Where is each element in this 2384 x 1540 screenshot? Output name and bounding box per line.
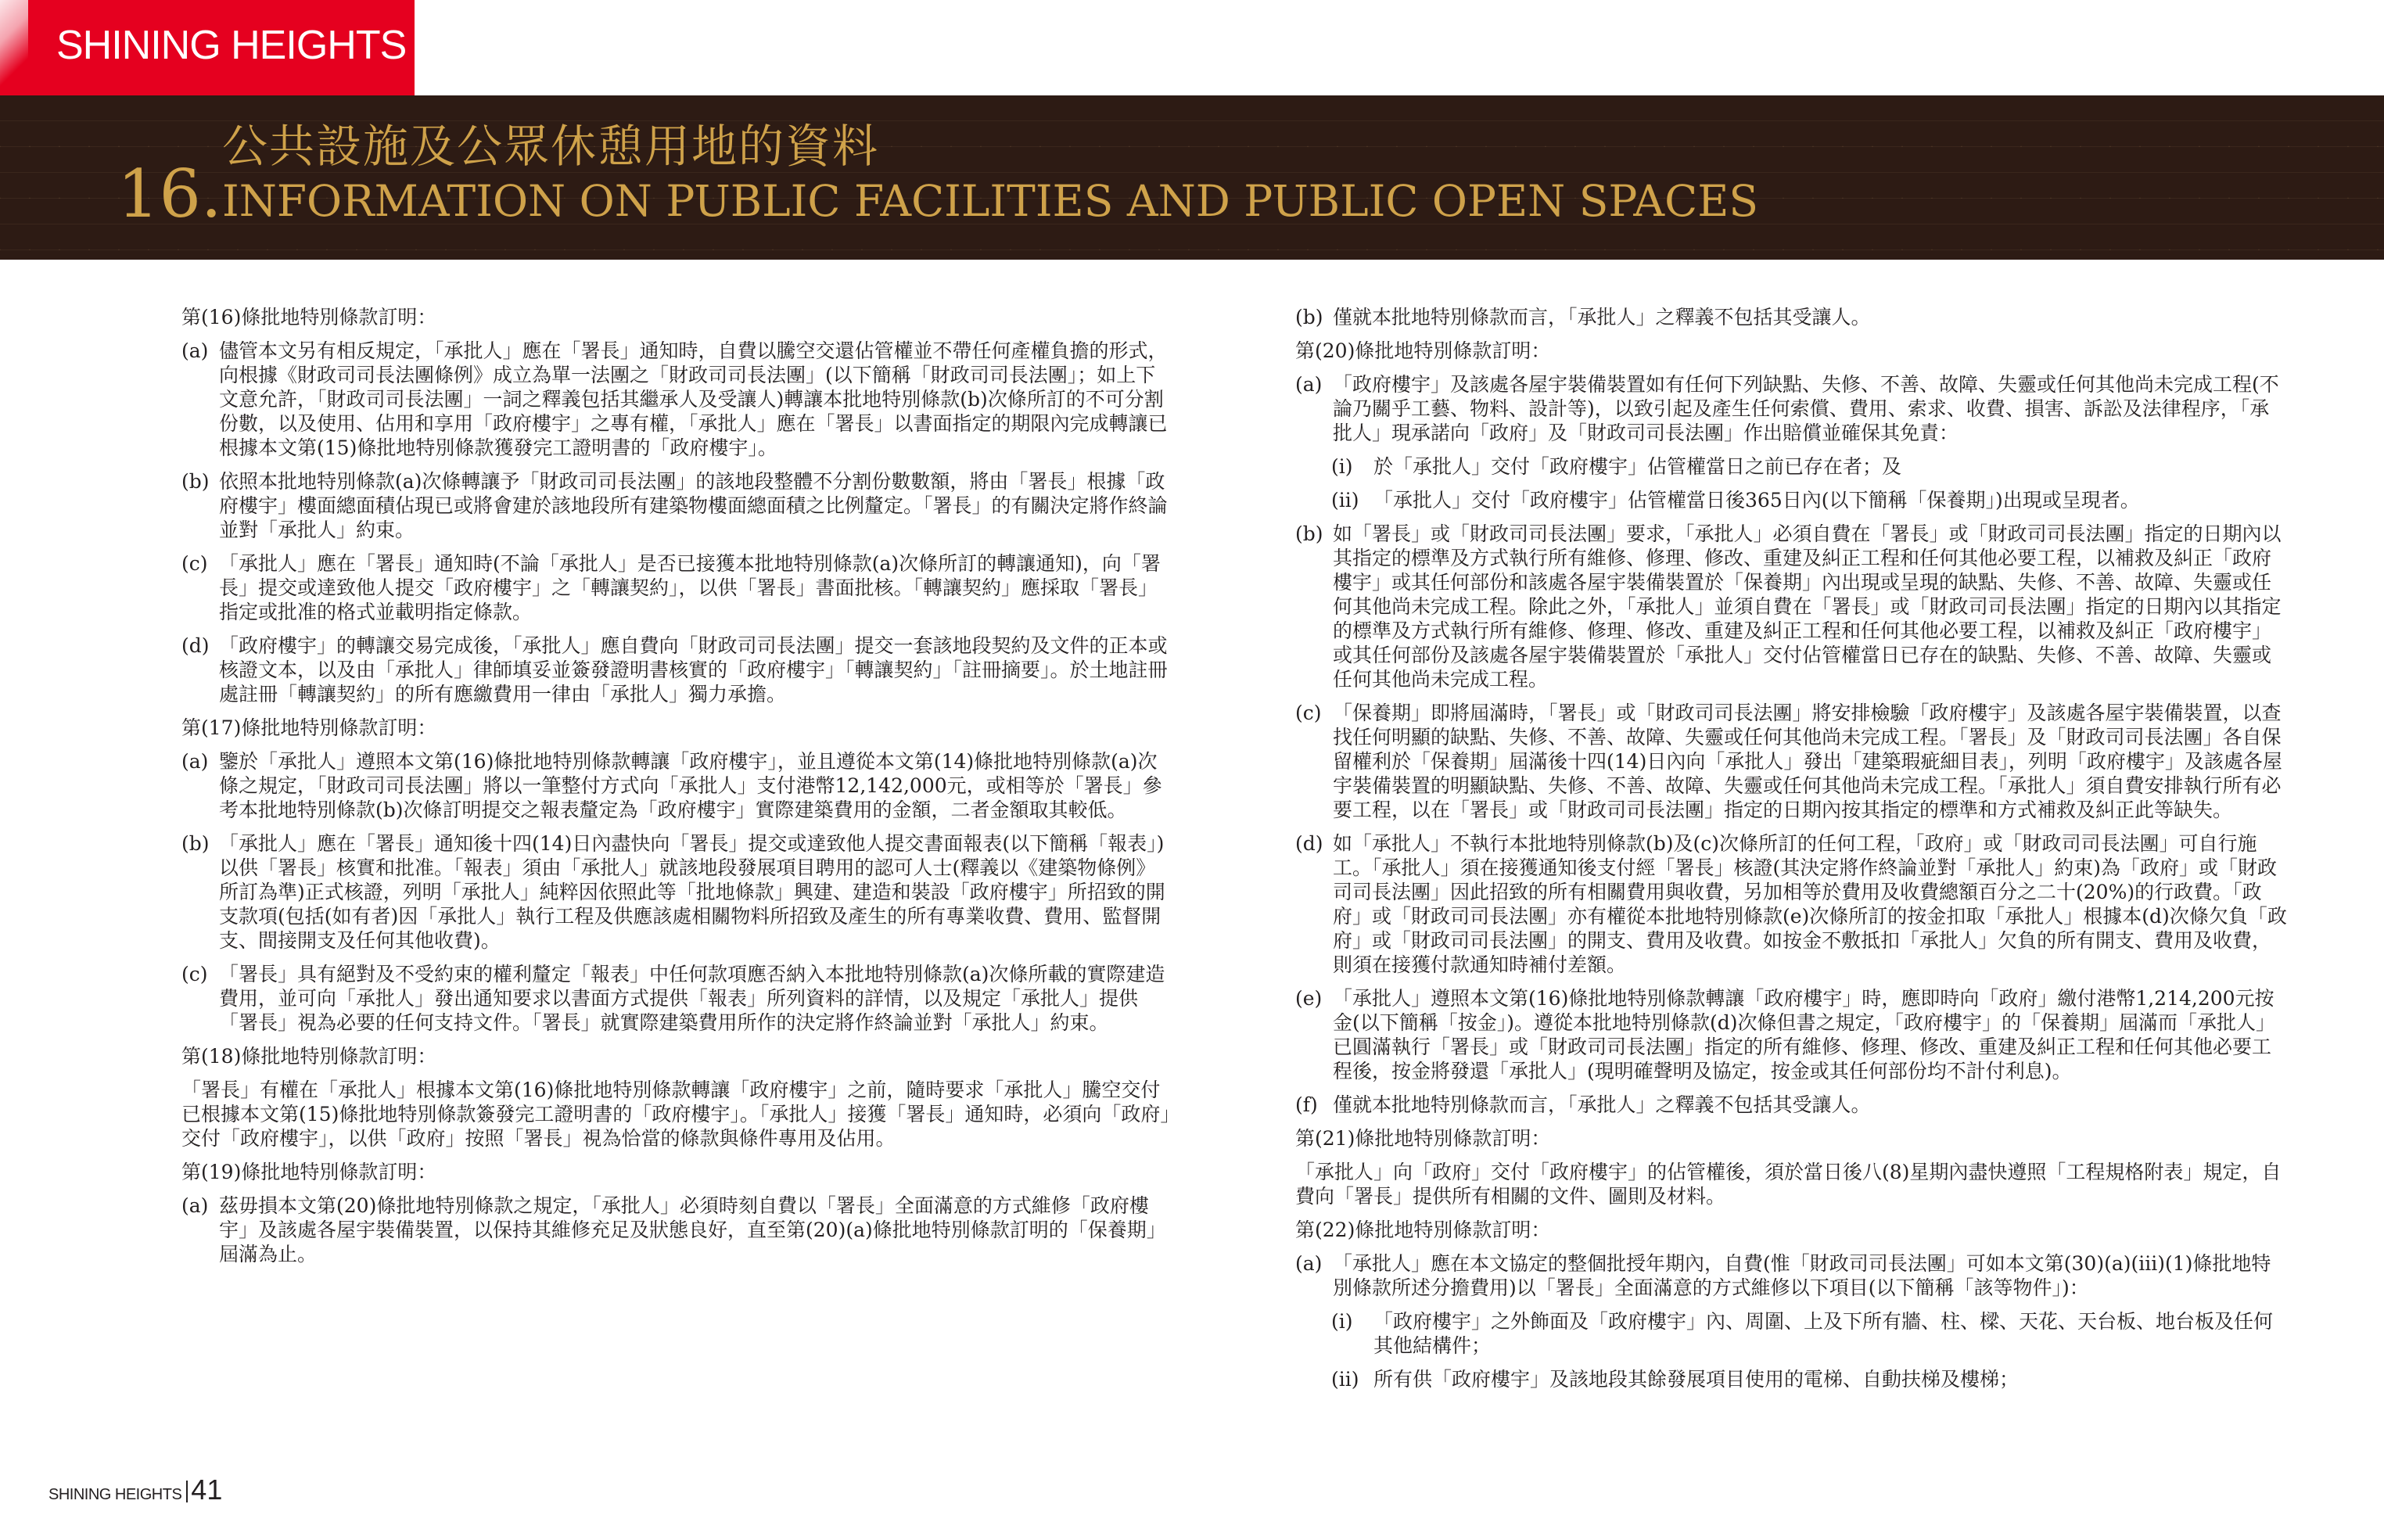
page-number: 41: [191, 1474, 223, 1506]
clause-16-b: [181, 469, 1175, 542]
item-text: 僅就本批地特別條款而言，「承批人」之釋義不包括其受讓人。: [1333, 1093, 1871, 1116]
section-number: 16.: [117, 156, 222, 232]
item-label: (b): [181, 832, 210, 855]
clause-16-d: [181, 634, 1175, 706]
footer-divider: [186, 1481, 188, 1502]
clause-20-b: [1295, 522, 2287, 691]
item-label: (c): [181, 552, 208, 575]
item-label: (b): [181, 470, 210, 493]
item-label: (a): [181, 339, 209, 362]
page-footer: [48, 1474, 222, 1506]
item-text: 如「署長」或「財政司司長法團」要求，「承批人」必須自費在「署長」或「財政司司長法團」指定的日期內以其指定的標準及方式執行所有維修、修理、修改、重建及糾正工程和任何其他必要工程，以補救及糾正「政府樓宇」或其任何部份和該處各屋宇裝備裝置於「保養期」內出現或呈現的缺點、失修、不善、故障、失靈或任何其他尚未完成工程。除此之外，「承批人」並須自費在「署長」或「財政司司長法團」指定的日期內以其指定的標準及方式執行所有維修、修理、修改、重建及糾正工程和任何其他必要工程，以補救及糾正「政府樓宇」或其任何部份及該處各屋宇裝備裝置於「承批人」交付佔管權當日已存在的缺點、失修、不善、故障、失靈或任何其他尚未完成工程。: [1333, 522, 2282, 691]
item-label: (a): [181, 750, 209, 773]
item-label: (f): [1295, 1093, 1318, 1116]
item-text: 「保養期」即將屆滿時，「署長」或「財政司司長法團」將安排檢驗「政府樓宇」及該處各屋宇裝備裝置，以查找任何明顯的缺點、失修、不善、故障、失靈或任何其他尚未完成工程。「署長」及「財政司司長法團」各自保留權利於「保養期」屆滿後十四(14)日內向「承批人」發出「建築瑕疵細目表」，列明「政府樓宇」及該處各屋宇裝備裝置的明顯缺點、失修、不善、故障、失靈或任何其他尚未完成工程。「承批人」須自費安排執行所有必要工程，以在「署長」或「財政司司長法團」指定的日期內按其指定的標準和方式補救及糾正此等缺失。: [1333, 702, 2282, 821]
clause-20-a-i: [1295, 454, 2287, 479]
section-title-english: INFORMATION ON PUBLIC FACILITIES AND PUBLIC OPEN SPACES: [222, 176, 1759, 226]
item-text: 「承批人」應在「署長」通知後十四(14)日內盡快向「署長」提交或達致他人提交書面報表(以下簡稱「報表」)以供「署長」核實和批准。「報表」須由「承批人」就該地段發展項目聘用的認可人士(釋義以《建築物條例》所訂為準)正式核證，列明「承批人」純粹因依照此等「批地條款」興建、建造和裝設「政府樓宇」所招致的開支款項(包括(如有者)因「承批人」執行工程及供應該處相關物料所招致及產生的所有專業收費、費用、監督開支、間接開支及任何其他收費)。: [219, 832, 1165, 952]
item-label: (b): [1295, 306, 1323, 328]
item-label: (a): [1295, 373, 1323, 396]
item-text: 僅就本批地特別條款而言，「承批人」之釋義不包括其受讓人。: [1333, 306, 1871, 328]
item-text: 茲毋損本文第(20)條批地特別條款之規定，「承批人」必須時刻自費以「署長」全面滿意的方式維修「政府樓宇」及該處各屋宇裝備裝置，以保持其維修充足及狀態良好，直至第(20)(a)條批地特別條款訂明的「保養期」屆滿為止。: [219, 1194, 1166, 1265]
item-text: 鑒於「承批人」遵照本文第(16)條批地特別條款轉讓「政府樓宇」，並且遵從本文第(14)條批地特別條款(a)次條之規定，「財政司司長法團」將以一筆整付方式向「承批人」支付港幣12,142,000元，或相等於「署長」參考本批地特別條款(b)次條訂明提交之報表釐定為「政府樓宇」實際建築費用的金額，二者金額取其較低。: [219, 750, 1162, 821]
clause-17-a: [181, 749, 1175, 822]
item-text: 「承批人」應在本文協定的整個批授年期內，自費(惟「財政司司長法團」可如本文第(30)(a)(iii)(1)條批地特別條款所述分擔費用)以「署長」全面滿意的方式維修以下項目(以下簡稱「該等物件」)：: [1333, 1252, 2271, 1299]
clause-18-text: 「署長」有權在「承批人」根據本文第(16)條批地特別條款轉讓「政府樓宇」之前，隨時要求「承批人」騰空交付已根據本文第(15)條批地特別條款簽發完工證明書的「政府樓宇」。「承批人」接獲「署長」通知時，必須向「政府」交付「政府樓宇」，以供「政府」按照「署長」視為恰當的條款與條件專用及佔用。: [181, 1079, 1170, 1150]
clause-17-heading: 第(17)條批地特別條款訂明：: [181, 716, 437, 739]
clause-21-heading: 第(21)條批地特別條款訂明：: [1295, 1127, 1551, 1150]
clause-16-c: [181, 551, 1175, 624]
item-label: (b): [1295, 522, 1323, 545]
item-label: (a): [181, 1194, 209, 1217]
item-text: 「署長」具有絕對及不受約束的權利釐定「報表」中任何款項應否納入本批地特別條款(a)次條所載的實際建造費用，並可向「承批人」發出通知要求以書面方式提供「報表」所列資料的詳情，以及規定「承批人」提供「署長」視為必要的任何支持文件。「署長」就實際建築費用所作的決定將作終論並對「承批人」約束。: [219, 963, 1165, 1034]
clause-16-heading: 第(16)條批地特別條款訂明：: [181, 306, 437, 328]
subitem-text: 於「承批人」交付「政府樓宇」佔管權當日之前已存在者；及: [1373, 455, 1902, 478]
clause-22-a-i: [1295, 1309, 2287, 1358]
subitem-label: (ii): [1331, 1368, 1359, 1391]
item-text: 如「承批人」不執行本批地特別條款(b)及(c)次條所訂的任何工程，「政府」或「財政司司長法團」可自行施工。「承批人」須在接獲通知後支付經「署長」核證(其決定將作終論並對「承批人」約束)為「政府」或「財政司司長法團」因此招致的所有相關費用與收費，另加相等於費用及收費總額百分之二十(20%)的行政費。「政府」或「財政司司長法團」亦有權從本批地特別條款(e)次條所訂的按金扣取「承批人」根據本(d)次條欠負「政府」或「財政司司長法團」的開支、費用及收費。如按金不敷抵扣「承批人」欠負的所有開支、費用及收費，則須在接獲付款通知時補付差額。: [1333, 832, 2287, 976]
item-label: (c): [181, 963, 208, 985]
footer-running-title: SHINING HEIGHTS: [48, 1486, 182, 1503]
item-label: (d): [181, 634, 210, 657]
clause-20-a-ii: [1295, 488, 2287, 512]
clause-20-f: [1295, 1093, 2287, 1117]
item-text: 「承批人」應在「署長」通知時(不論「承批人」是否已接獲本批地特別條款(a)次條所訂的轉讓通知)，向「署長」提交或達致他人提交「政府樓宇」之「轉讓契約」，以供「署長」書面批核。「轉讓契約」應採取「署長」指定或批准的格式並載明指定條款。: [219, 552, 1161, 623]
clause-17-b: [181, 831, 1175, 953]
brand-swoosh: [0, 0, 28, 95]
item-text: 「政府樓宇」及該處各屋宇裝備裝置如有任何下列缺點、失修、不善、故障、失靈或任何其他尚未完成工程(不論乃關乎工藝、物料、設計等)，以致引起及產生任何索償、費用、索求、收費、損害、訴訟及法律程序，「承批人」現承諾向「政府」及「財政司司長法團」作出賠償並確保其免責：: [1333, 373, 2279, 444]
clause-20-a: [1295, 372, 2287, 445]
subitem-label: (i): [1331, 455, 1353, 478]
subitem-text: 所有供「政府樓宇」及該地段其餘發展項目使用的電梯、自動扶梯及樓梯；: [1373, 1368, 2020, 1391]
item-text: 「政府樓宇」的轉讓交易完成後，「承批人」應自費向「財政司司長法團」提交一套該地段契約及文件的正本或核證文本，以及由「承批人」律師填妥並簽發證明書核實的「政府樓宇」「轉讓契約」「註冊摘要」。於土地註冊處註冊「轉讓契約」的所有應繳費用一律由「承批人」獨力承擔。: [219, 634, 1168, 705]
subitem-text: 「承批人」交付「政府樓宇」佔管權當日後365日內(以下簡稱「保養期」)出現或呈現者。: [1373, 489, 2140, 512]
clause-22-a-ii: [1295, 1367, 2287, 1391]
clause-21-text: 「承批人」向「政府」交付「政府樓宇」的佔管權後，須於當日後八(8)星期內盡快遵照「工程規格附表」規定，自費向「署長」提供所有相關的文件、圖則及材料。: [1295, 1161, 2282, 1208]
section-title-chinese: 公共設施及公眾休憩用地的資料: [222, 120, 880, 173]
clause-19-b: [1295, 305, 2287, 329]
brand-name: SHINING HEIGHTS: [56, 23, 407, 68]
clause-18-heading: 第(18)條批地特別條款訂明：: [181, 1045, 437, 1068]
clause-20-e: [1295, 986, 2287, 1083]
item-label: (a): [1295, 1252, 1323, 1275]
right-column: [1295, 305, 2287, 1401]
item-text: 儘管本文另有相反規定，「承批人」應在「署長」通知時，自費以騰空交還佔管權並不帶任何產權負擔的形式，向根據《財政司司長法團條例》成立為單一法團之「財政司司長法團」(以下簡稱「財政司司長法團」；如上下文意允許，「財政司司長法團」一詞之釋義包括其繼承人及受讓人)轉讓本批地特別條款(b)次條所訂的不可分割份數，以及使用、佔用和享用「政府樓宇」之專有權，「承批人」應在「署長」以書面指定的期限內完成轉讓已根據本文第(15)條批地特別條款獲發完工證明書的「政府樓宇」。: [219, 339, 1168, 459]
item-text: 「承批人」遵照本文第(16)條批地特別條款轉讓「政府樓宇」時，應即時向「政府」繳付港幣1,214,200元按金(以下簡稱「按金」)。遵從本批地特別條款(d)次條但書之規定，「政府樓宇」的「保養期」屆滿而「承批人」已圓滿執行「署長」或「財政司司長法團」指定的所有維修、修理、修改、重建及糾正工程和任何其他必要工程後，按金將發還「承批人」(現明確聲明及協定，按金或其任何部份均不計付利息)。: [1333, 987, 2276, 1082]
clause-20-c: [1295, 701, 2287, 822]
clause-16-a: [181, 339, 1175, 460]
item-label: (e): [1295, 987, 1323, 1010]
clause-17-c: [181, 962, 1175, 1035]
subitem-label: (i): [1331, 1310, 1353, 1333]
left-column: [181, 305, 1175, 1276]
subitem-text: 「政府樓宇」之外飾面及「政府樓宇」內、周圍、上及下所有牆、柱、樑、天花、天台板、地台板及任何其他結構件；: [1373, 1310, 2274, 1357]
clause-20-d: [1295, 831, 2287, 977]
item-text: 依照本批地特別條款(a)次條轉讓予「財政司司長法團」的該地段整體不分割份數數額，將由「署長」根據「政府樓宇」樓面總面積佔現已或將會建於該地段所有建築物樓面總面積之比例釐定。「署長」的有關決定將作終論並對「承批人」約束。: [219, 470, 1168, 541]
clause-22-a: [1295, 1251, 2287, 1300]
item-label: (d): [1295, 832, 1323, 855]
item-label: (c): [1295, 702, 1322, 724]
clause-22-heading: 第(22)條批地特別條款訂明：: [1295, 1219, 1551, 1241]
brand-tab: [0, 0, 415, 95]
clause-19-a: [181, 1194, 1175, 1266]
subitem-label: (ii): [1331, 489, 1359, 512]
clause-20-heading: 第(20)條批地特別條款訂明：: [1295, 339, 1551, 362]
clause-19-heading: 第(19)條批地特別條款訂明：: [181, 1161, 437, 1183]
